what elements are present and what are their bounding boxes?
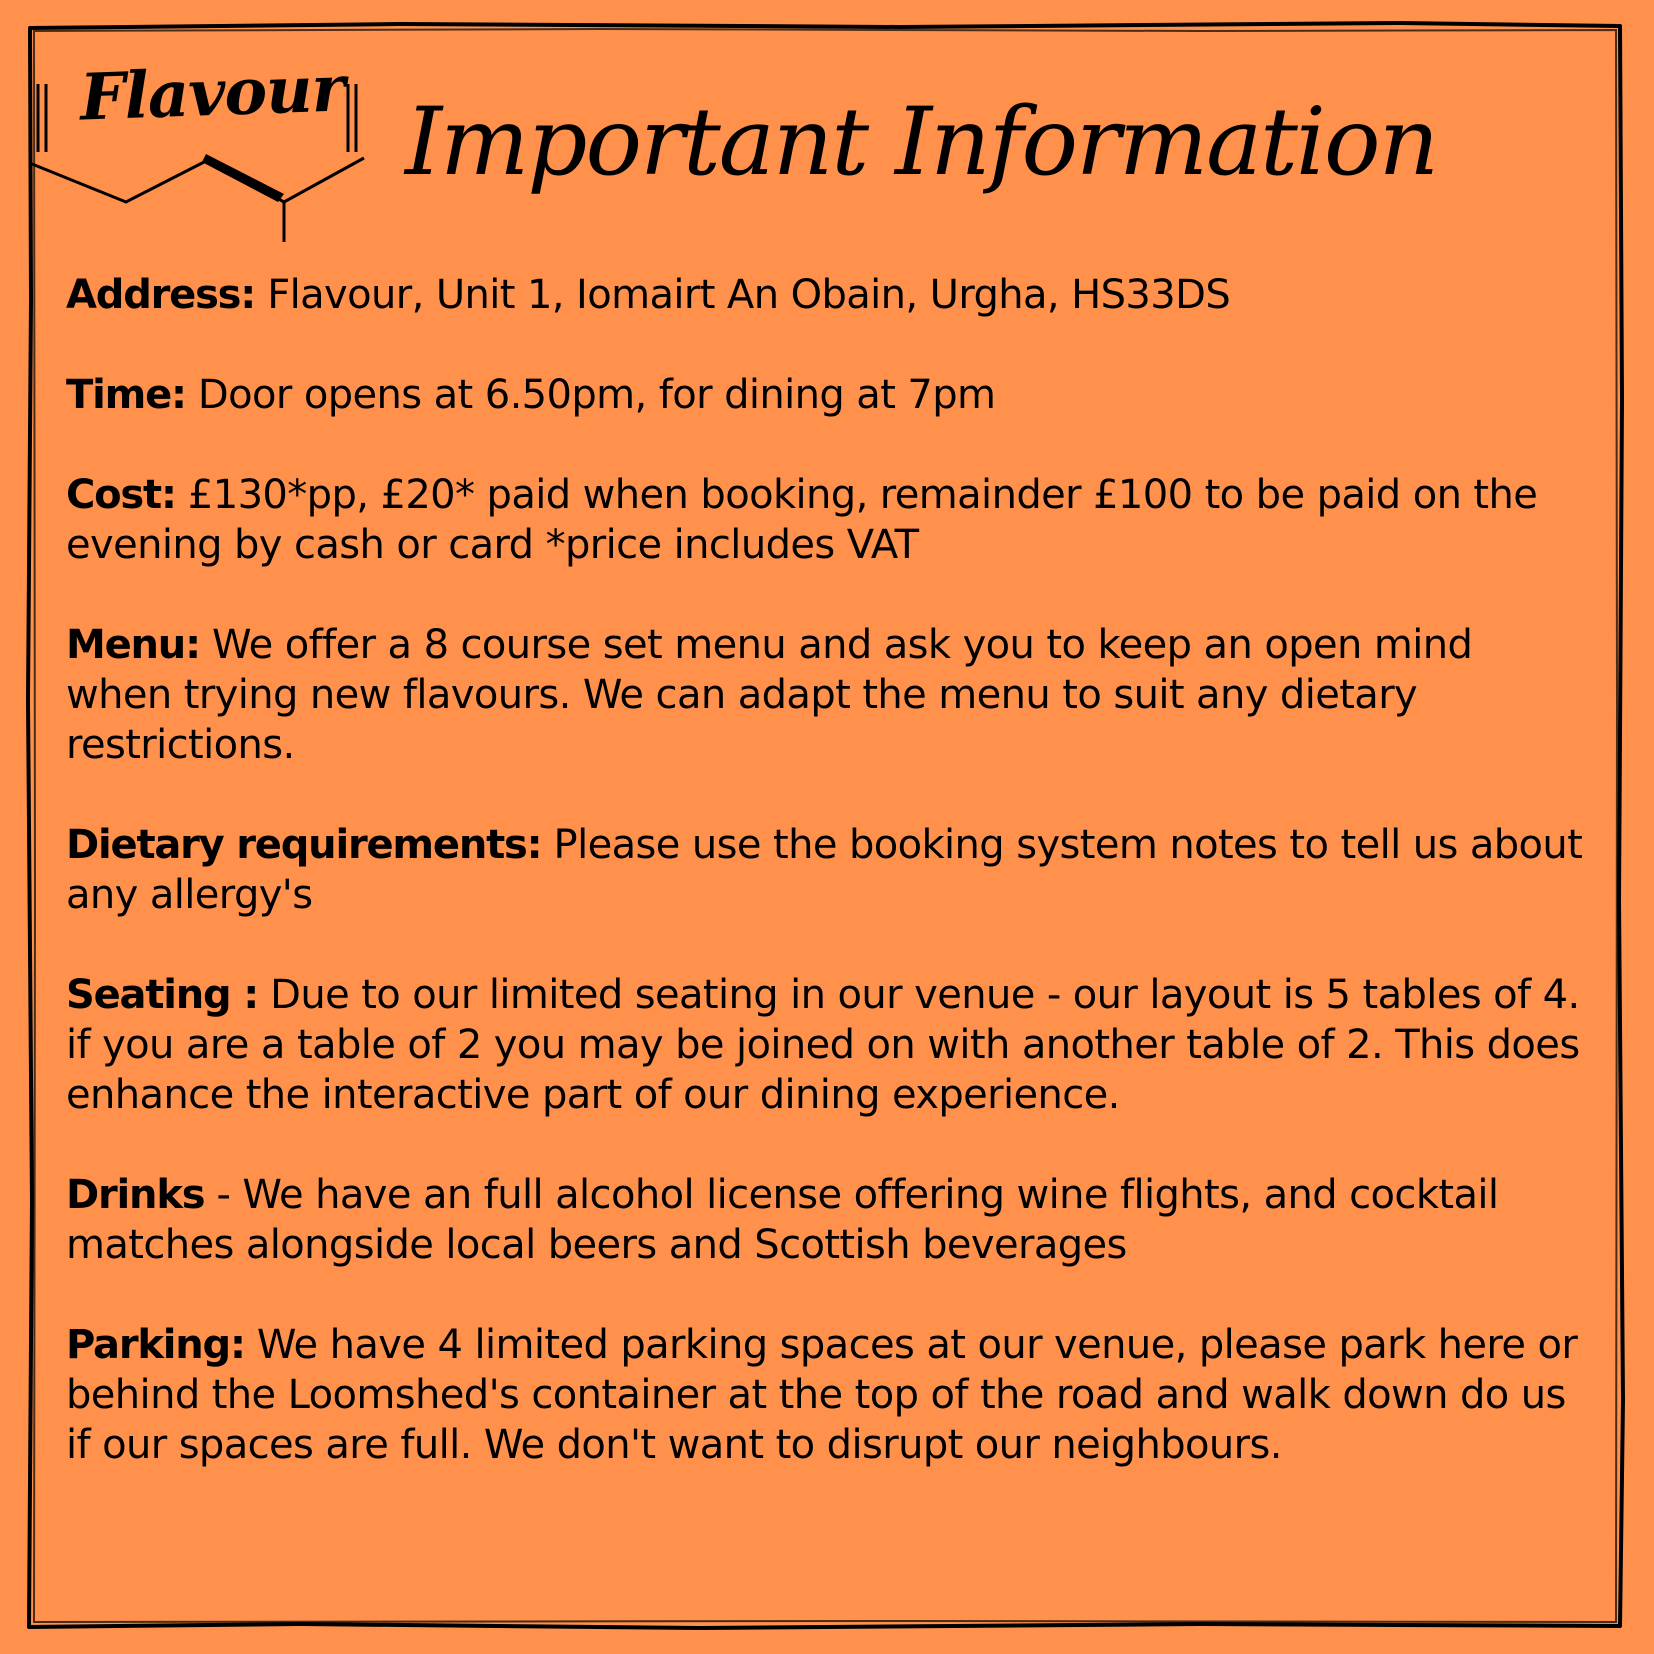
section-text: Due to our limited seating in our venue - our layout is 5 tables of 4. if you are a table of 2 you may be joined on with another table of 2. This does enhance the interactive part of our dining experience. [66,972,1580,1118]
flavour-logo [28,51,388,252]
page-title: Important Information [405,88,1438,197]
menu-section [66,620,1586,770]
section-text: We have 4 limited parking spaces at our venue, please park here or behind the Loomshed's container at the top of the road and walk down do us if our spaces are full. We don't want to disrupt our neighbours. [66,1322,1578,1468]
info-sections [66,270,1586,1470]
section-label: Dietary requirements: [66,822,542,868]
seating-section [66,970,1586,1120]
section-text: £130*pp, £20* paid when booking, remainder £100 to be paid on the evening by cash or card *price includes VAT [66,472,1538,568]
address-section [66,270,1586,320]
section-text: - We have an full alcohol license offering wine flights, and cocktail matches alongside local beers and Scottish beverages [66,1172,1499,1268]
section-label: Address: [66,272,256,318]
section-label: Seating : [66,972,258,1018]
section-label: Cost: [66,472,176,518]
section-label: Parking: [66,1322,245,1368]
section-text: Please use the booking system notes to tell us about any allergy's [66,822,1583,918]
dietary-section [66,820,1586,920]
section-text: Flavour, Unit 1, Iomairt An Obain, Urgha, HS33DS [255,272,1231,318]
section-text: We offer a 8 course set menu and ask you to keep an open mind when trying new flavours. We can adapt the menu to suit any dietary restrictions. [66,622,1473,768]
section-label: Menu: [66,622,200,668]
time-section [66,370,1586,420]
logo-text: Flavour [78,51,346,136]
cost-section [66,470,1586,570]
parking-section [66,1320,1586,1470]
section-label: Drinks [66,1172,205,1218]
section-text: Door opens at 6.50pm, for dining at 7pm [185,372,996,418]
section-label: Time: [66,372,186,418]
drinks-section [66,1170,1586,1270]
